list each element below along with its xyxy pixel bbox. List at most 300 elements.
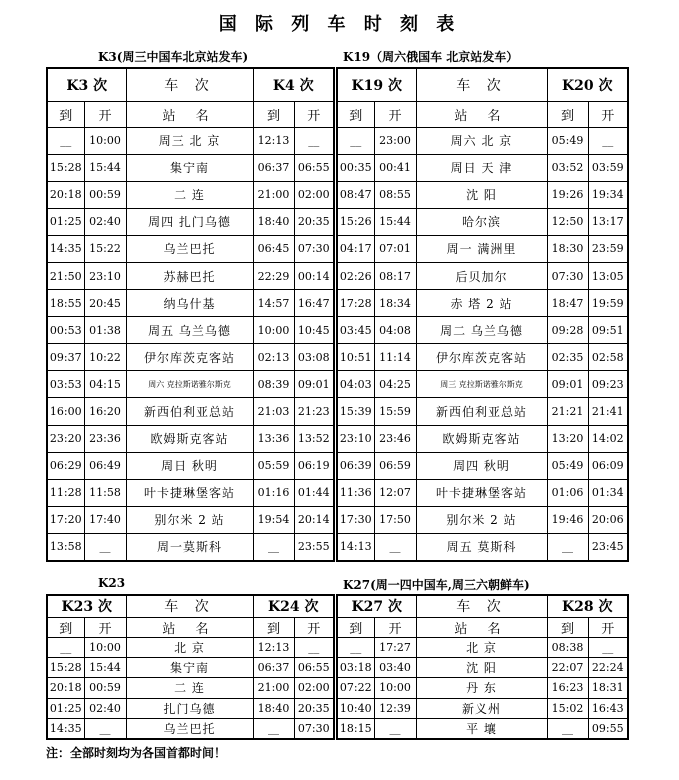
table-row: [47, 657, 334, 677]
train-header-row: [337, 68, 628, 101]
table-row: [47, 479, 334, 506]
depart-header: 开: [294, 617, 334, 637]
arrive-time: 08:39: [253, 371, 294, 398]
arrive-time: 18:55: [47, 290, 84, 317]
depart-time: 23:45: [588, 533, 628, 560]
arrive-time: 23:20: [47, 425, 84, 452]
station-header: 站 名: [126, 101, 253, 127]
table-row: [337, 154, 628, 181]
arrive-time: 15:28: [47, 657, 84, 677]
arrive-time: 12:50: [547, 208, 588, 235]
depart-time: 03:59: [588, 154, 628, 181]
depart-time: __: [84, 719, 126, 739]
station-name: 纳乌什基: [126, 290, 253, 317]
arrive-time: 06:45: [253, 235, 294, 262]
train-label: 车 次: [126, 595, 253, 617]
depart-time: 11:58: [84, 479, 126, 506]
arrive-time: 01:25: [47, 208, 84, 235]
page-title: 国 际 列 车 时 刻 表: [218, 14, 461, 35]
arrive-time: 10:51: [337, 344, 374, 371]
depart-time: 02:00: [294, 678, 334, 698]
arrive-time: 17:20: [47, 506, 84, 533]
station-name: 周二 乌兰乌德: [416, 317, 547, 344]
arrive-time: __: [47, 637, 84, 657]
arrive-time: 01:25: [47, 698, 84, 718]
depart-time: 01:34: [588, 479, 628, 506]
station-name: 北 京: [416, 637, 547, 657]
arrive-header: 到: [253, 101, 294, 127]
station-name: 丹 东: [416, 678, 547, 698]
depart-time: 20:35: [294, 208, 334, 235]
arrive-time: 00:35: [337, 154, 374, 181]
arrive-time: 05:49: [547, 127, 588, 154]
depart-time: __: [588, 127, 628, 154]
depart-time: 20:06: [588, 506, 628, 533]
station-name: 二 连: [126, 678, 253, 698]
left-train-number: K27 次: [337, 595, 416, 617]
depart-time: __: [294, 637, 334, 657]
depart-time: 00:59: [84, 678, 126, 698]
depart-time: 13:52: [294, 425, 334, 452]
table-row: [47, 317, 334, 344]
table-row: [337, 127, 628, 154]
arrive-time: 10:00: [253, 317, 294, 344]
table-row: [47, 371, 334, 398]
arrive-time: 16:23: [547, 678, 588, 698]
station-name: 周四 秋明: [416, 452, 547, 479]
station-name: 扎门乌德: [126, 698, 253, 718]
station-name: 乌兰巴托: [126, 235, 253, 262]
station-name: 沈 阳: [416, 657, 547, 677]
station-name: 伊尔库茨克客站: [416, 344, 547, 371]
depart-time: 06:09: [588, 452, 628, 479]
station-name: 新西伯利亚总站: [416, 398, 547, 425]
depart-time: 21:41: [588, 398, 628, 425]
depart-time: 20:45: [84, 290, 126, 317]
depart-time: 23:59: [588, 235, 628, 262]
arrive-time: 02:13: [253, 344, 294, 371]
depart-time: 04:08: [374, 317, 416, 344]
depart-time: 16:47: [294, 290, 334, 317]
depart-time: 19:34: [588, 181, 628, 208]
table-row: [337, 317, 628, 344]
arrive-header: 到: [547, 617, 588, 637]
arrive-time: 04:03: [337, 371, 374, 398]
station-name: 周日 秋明: [126, 452, 253, 479]
depart-header: 开: [294, 101, 334, 127]
arrive-time: 11:36: [337, 479, 374, 506]
depart-time: 08:55: [374, 181, 416, 208]
table-row: [47, 698, 334, 718]
table-row: [337, 425, 628, 452]
train-header-row: [337, 595, 628, 617]
arrive-header: 到: [337, 101, 374, 127]
depart-time: 09:55: [588, 719, 628, 739]
column-header-row: [337, 617, 628, 637]
right-train-number: K24 次: [253, 595, 334, 617]
arrive-time: 03:45: [337, 317, 374, 344]
left-train-number: K19 次: [337, 68, 416, 101]
arrive-time: 03:52: [547, 154, 588, 181]
depart-time: 12:39: [374, 698, 416, 718]
station-name: 集宁南: [126, 154, 253, 181]
arrive-time: 11:28: [47, 479, 84, 506]
station-name: 周五 乌兰乌德: [126, 317, 253, 344]
station-name: 集宁南: [126, 657, 253, 677]
table-row: [47, 127, 334, 154]
arrive-time: 20:18: [47, 678, 84, 698]
arrive-time: 06:29: [47, 452, 84, 479]
arrive-time: 14:35: [47, 235, 84, 262]
station-name: 乌兰巴托: [126, 719, 253, 739]
arrive-time: 22:07: [547, 657, 588, 677]
station-name: 北 京: [126, 637, 253, 657]
depart-time: __: [374, 533, 416, 560]
arrive-time: 01:06: [547, 479, 588, 506]
arrive-time: 05:49: [547, 452, 588, 479]
station-name: 叶卡捷琳堡客站: [416, 479, 547, 506]
depart-time: 03:08: [294, 344, 334, 371]
table-row: [337, 235, 628, 262]
arrive-time: 05:59: [253, 452, 294, 479]
depart-time: 04:25: [374, 371, 416, 398]
depart-time: 23:55: [294, 533, 334, 560]
depart-time: 20:35: [294, 698, 334, 718]
table-row: [47, 290, 334, 317]
arrive-time: 07:30: [547, 262, 588, 289]
depart-time: 12:07: [374, 479, 416, 506]
depart-time: 09:01: [294, 371, 334, 398]
arrive-time: 01:16: [253, 479, 294, 506]
table-row: [337, 506, 628, 533]
train-label: 车 次: [416, 68, 547, 101]
station-name: 别尔米 2 站: [126, 506, 253, 533]
arrive-header: 到: [337, 617, 374, 637]
station-name: 后贝加尔: [416, 262, 547, 289]
depart-time: 06:49: [84, 452, 126, 479]
station-name: 周一莫斯科: [126, 533, 253, 560]
depart-time: 07:01: [374, 235, 416, 262]
table-caption-k27: K27(周一四中国车,周三六朝鲜车): [343, 578, 530, 592]
depart-time: 23:00: [374, 127, 416, 154]
depart-time: 16:20: [84, 398, 126, 425]
table-row: [47, 452, 334, 479]
arrive-time: __: [337, 127, 374, 154]
table-row: [337, 637, 628, 657]
depart-time: 02:40: [84, 698, 126, 718]
depart-time: 06:19: [294, 452, 334, 479]
depart-header: 开: [84, 617, 126, 637]
arrive-time: 09:28: [547, 317, 588, 344]
arrive-time: 13:20: [547, 425, 588, 452]
arrive-time: 19:46: [547, 506, 588, 533]
table-row: [337, 371, 628, 398]
depart-time: 10:45: [294, 317, 334, 344]
depart-header: 开: [588, 617, 628, 637]
depart-time: 13:05: [588, 262, 628, 289]
depart-time: 13:17: [588, 208, 628, 235]
depart-time: 02:40: [84, 208, 126, 235]
station-name: 周三 克拉斯诺雅尔斯克: [416, 371, 547, 398]
depart-time: 03:40: [374, 657, 416, 677]
depart-time: 17:50: [374, 506, 416, 533]
depart-header: 开: [374, 617, 416, 637]
depart-time: 23:46: [374, 425, 416, 452]
station-header: 站 名: [416, 617, 547, 637]
arrive-time: 15:26: [337, 208, 374, 235]
arrive-time: 19:54: [253, 506, 294, 533]
depart-time: 15:44: [84, 154, 126, 181]
table-row: [47, 719, 334, 739]
depart-time: 20:14: [294, 506, 334, 533]
arrive-time: 14:13: [337, 533, 374, 560]
arrive-time: 23:10: [337, 425, 374, 452]
arrive-time: 02:26: [337, 262, 374, 289]
station-name: 二 连: [126, 181, 253, 208]
right-train-number: K20 次: [547, 68, 628, 101]
arrive-time: 08:38: [547, 637, 588, 657]
table-row: [337, 452, 628, 479]
arrive-time: 07:22: [337, 678, 374, 698]
depart-time: 18:31: [588, 678, 628, 698]
station-name: 新义州: [416, 698, 547, 718]
station-name: 平 壤: [416, 719, 547, 739]
arrive-header: 到: [547, 101, 588, 127]
arrive-time: 14:35: [47, 719, 84, 739]
right-train-number: K4 次: [253, 68, 334, 101]
depart-time: 06:55: [294, 154, 334, 181]
depart-time: 04:15: [84, 371, 126, 398]
depart-time: 10:00: [84, 637, 126, 657]
table-row: [337, 262, 628, 289]
depart-time: 15:44: [84, 657, 126, 677]
arrive-time: 19:26: [547, 181, 588, 208]
station-name: 哈尔滨: [416, 208, 547, 235]
table-row: [47, 181, 334, 208]
depart-time: 23:10: [84, 262, 126, 289]
station-name: 伊尔库茨克客站: [126, 344, 253, 371]
depart-time: 00:14: [294, 262, 334, 289]
table-row: [337, 181, 628, 208]
depart-time: 09:51: [588, 317, 628, 344]
depart-header: 开: [84, 101, 126, 127]
arrive-header: 到: [47, 617, 84, 637]
train-label: 车 次: [416, 595, 547, 617]
arrive-time: 21:00: [253, 181, 294, 208]
table-caption-k19: K19（周六俄国车 北京站发车）: [343, 50, 519, 64]
arrive-time: 18:47: [547, 290, 588, 317]
station-name: 赤 塔 2 站: [416, 290, 547, 317]
table-row: [47, 506, 334, 533]
table-row: [337, 533, 628, 560]
arrive-time: 18:30: [547, 235, 588, 262]
depart-header: 开: [374, 101, 416, 127]
depart-time: 16:43: [588, 698, 628, 718]
arrive-time: 22:29: [253, 262, 294, 289]
depart-time: 06:59: [374, 452, 416, 479]
table-caption-k3: K3(周三中国车北京站发车): [98, 50, 249, 64]
table-row: [337, 398, 628, 425]
arrive-time: 09:37: [47, 344, 84, 371]
depart-time: 15:59: [374, 398, 416, 425]
arrive-time: 06:39: [337, 452, 374, 479]
table-row: [47, 235, 334, 262]
arrive-time: 03:53: [47, 371, 84, 398]
table-row: [47, 533, 334, 560]
train-header-row: [47, 595, 334, 617]
station-name: 周一 满洲里: [416, 235, 547, 262]
depart-header: 开: [588, 101, 628, 127]
table-row: [337, 719, 628, 739]
timetable-k27-k28: [336, 594, 629, 740]
station-name: 新西伯利亚总站: [126, 398, 253, 425]
depart-time: 01:38: [84, 317, 126, 344]
station-name: 周三 北 京: [126, 127, 253, 154]
arrive-time: 15:28: [47, 154, 84, 181]
depart-time: 18:34: [374, 290, 416, 317]
table-row: [47, 262, 334, 289]
left-train-number: K3 次: [47, 68, 126, 101]
table-row: [337, 290, 628, 317]
depart-time: 09:23: [588, 371, 628, 398]
arrive-time: 08:47: [337, 181, 374, 208]
table-row: [47, 344, 334, 371]
depart-time: 17:40: [84, 506, 126, 533]
arrive-time: 21:50: [47, 262, 84, 289]
depart-time: 23:36: [84, 425, 126, 452]
arrive-time: 21:00: [253, 678, 294, 698]
depart-time: 11:14: [374, 344, 416, 371]
arrive-time: 21:03: [253, 398, 294, 425]
arrive-time: 10:40: [337, 698, 374, 718]
arrive-time: 20:18: [47, 181, 84, 208]
right-train-number: K28 次: [547, 595, 628, 617]
table-row: [337, 657, 628, 677]
depart-time: 15:44: [374, 208, 416, 235]
depart-time: 07:30: [294, 719, 334, 739]
station-name: 叶卡捷琳堡客站: [126, 479, 253, 506]
depart-time: 10:22: [84, 344, 126, 371]
station-name: 周六 克拉斯诺雅尔斯克: [126, 371, 253, 398]
arrive-time: __: [253, 533, 294, 560]
column-header-row: [47, 101, 334, 127]
depart-time: __: [84, 533, 126, 560]
station-name: 周四 扎门乌德: [126, 208, 253, 235]
left-train-number: K23 次: [47, 595, 126, 617]
depart-time: 21:23: [294, 398, 334, 425]
table-row: [47, 154, 334, 181]
arrive-time: __: [47, 127, 84, 154]
arrive-time: 13:36: [253, 425, 294, 452]
arrive-time: 18:40: [253, 208, 294, 235]
depart-time: 14:02: [588, 425, 628, 452]
station-name: 欧姆斯克客站: [126, 425, 253, 452]
arrive-time: 15:02: [547, 698, 588, 718]
arrive-time: 13:58: [47, 533, 84, 560]
arrive-time: 14:57: [253, 290, 294, 317]
table-row: [337, 479, 628, 506]
table-row: [337, 344, 628, 371]
depart-time: 07:30: [294, 235, 334, 262]
arrive-header: 到: [47, 101, 84, 127]
table-row: [47, 398, 334, 425]
station-header: 站 名: [416, 101, 547, 127]
arrive-time: 17:28: [337, 290, 374, 317]
arrive-time: __: [547, 533, 588, 560]
arrive-time: 18:40: [253, 698, 294, 718]
timezone-note: 注：全部时刻均为各国首都时间！: [46, 746, 227, 760]
arrive-time: 02:35: [547, 344, 588, 371]
timetable-k23-k24: [46, 594, 335, 740]
arrive-time: __: [547, 719, 588, 739]
station-name: 欧姆斯克客站: [416, 425, 547, 452]
arrive-time: 12:13: [253, 637, 294, 657]
depart-time: 01:44: [294, 479, 334, 506]
arrive-time: 21:21: [547, 398, 588, 425]
station-name: 沈 阳: [416, 181, 547, 208]
table-row: [337, 698, 628, 718]
arrive-time: 06:37: [253, 657, 294, 677]
timetable-k3-k4: [46, 67, 335, 562]
station-name: 周五 莫斯科: [416, 533, 547, 560]
table-row: [337, 208, 628, 235]
column-header-row: [47, 617, 334, 637]
arrive-time: 17:30: [337, 506, 374, 533]
train-header-row: [47, 68, 334, 101]
table-row: [47, 208, 334, 235]
train-label: 车 次: [126, 68, 253, 101]
depart-time: __: [374, 719, 416, 739]
depart-time: __: [588, 637, 628, 657]
table-row: [337, 678, 628, 698]
arrive-time: 09:01: [547, 371, 588, 398]
arrive-header: 到: [253, 617, 294, 637]
depart-time: __: [294, 127, 334, 154]
table-row: [47, 678, 334, 698]
table-row: [47, 637, 334, 657]
table-row: [47, 425, 334, 452]
arrive-time: 06:37: [253, 154, 294, 181]
depart-time: 10:00: [374, 678, 416, 698]
depart-time: 19:59: [588, 290, 628, 317]
station-name: 周六 北 京: [416, 127, 547, 154]
depart-time: 02:58: [588, 344, 628, 371]
depart-time: 10:00: [84, 127, 126, 154]
depart-time: 17:27: [374, 637, 416, 657]
depart-time: 00:59: [84, 181, 126, 208]
arrive-time: 00:53: [47, 317, 84, 344]
arrive-time: __: [253, 719, 294, 739]
depart-time: 06:55: [294, 657, 334, 677]
arrive-time: 12:13: [253, 127, 294, 154]
table-caption-k23: K23: [98, 576, 126, 590]
station-header: 站 名: [126, 617, 253, 637]
arrive-time: 03:18: [337, 657, 374, 677]
depart-time: 02:00: [294, 181, 334, 208]
station-name: 苏赫巴托: [126, 262, 253, 289]
station-name: 别尔米 2 站: [416, 506, 547, 533]
depart-time: 00:41: [374, 154, 416, 181]
arrive-time: 04:17: [337, 235, 374, 262]
timetable-k19-k20: [336, 67, 629, 562]
column-header-row: [337, 101, 628, 127]
depart-time: 22:24: [588, 657, 628, 677]
depart-time: 15:22: [84, 235, 126, 262]
station-name: 周日 天 津: [416, 154, 547, 181]
arrive-time: __: [337, 637, 374, 657]
depart-time: 08:17: [374, 262, 416, 289]
arrive-time: 16:00: [47, 398, 84, 425]
